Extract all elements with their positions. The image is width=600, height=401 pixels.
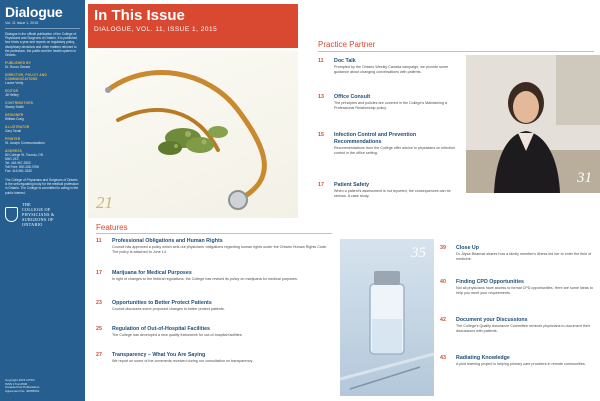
fax-line: Fax: 416-961-3330 (5, 169, 32, 174)
toc-description: The principles and policies are covered in the College's Maintaining a Professional Relationship policy. (334, 101, 448, 110)
vaccine-vial-photo (340, 239, 434, 396)
toc-description: We report on some of the comments received during our consultation on transparency. (112, 359, 254, 363)
masthead-line: Dr. Rocco Gerace (5, 65, 31, 70)
toc-entry[interactable] (440, 317, 600, 333)
cpso-description: The College of Physicians and Surgeons of Ontario is the self-regulating body for the medical profession in Ontario. The College is committed to acting in the public interest. (5, 178, 79, 195)
address-line: 80 College St. Toronto, ON (5, 153, 44, 158)
masthead-group-editor (5, 89, 80, 97)
phone-line: Toll Free: 800-268-7096 (5, 165, 39, 170)
masthead-heading: ILLUSTRATOR (5, 125, 30, 130)
toc-description: Council discusses some proposed changes to better protect patients. (112, 307, 225, 311)
toc-page-number: 42 (440, 317, 446, 323)
masthead-line: Louise Verity (5, 81, 24, 86)
masthead-line: St. Joseph Communications (5, 141, 45, 146)
toc-entry[interactable] (440, 355, 600, 367)
toc-entry[interactable] (440, 279, 600, 295)
page-number-label: 31 (577, 170, 592, 186)
toc-page-number: 39 (440, 245, 446, 251)
cpso-wordmark (22, 202, 55, 227)
masthead-line: Gary Taxali (5, 129, 21, 134)
masthead-heading: ADDRESS (5, 149, 22, 154)
issue-line: Vol. 11 Issue 1, 2015 (5, 21, 39, 25)
toc-entry[interactable] (96, 238, 332, 254)
cpso-wordmark-line: PHYSICIANS & (22, 211, 55, 217)
toc-description: The College has developed a new quality framework for out-of-hospital facilities. (112, 333, 243, 337)
phone-line: Tel: 416-967-2600 (5, 161, 31, 166)
vial-illustration (340, 239, 434, 396)
toc-description: In light of changes to the federal regulations, the College has revised its policy on marijuana for medical purposes. (112, 277, 298, 281)
toc-description: When a patient's assessment is not reported, the consequences can be serious. A case study. (334, 189, 451, 198)
toc-title: Regulation of Out-of-Hospital Facilities (112, 326, 210, 332)
in-this-issue-banner (88, 4, 298, 48)
cpso-wordmark-line: COLLEGE OF (22, 206, 51, 212)
publication-info (5, 379, 80, 394)
publication-line: Canada Post Publications (5, 385, 40, 390)
masthead-line: William Craig (5, 117, 24, 122)
toc-entry[interactable] (96, 352, 332, 364)
masthead-group-publisher (5, 61, 80, 69)
toc-title: Marijuana for Medical Purposes (112, 270, 192, 276)
toc-title: Professional Obligations and Human Rights (112, 238, 223, 244)
page-number-label: 21 (96, 193, 113, 212)
toc-title: Document your Discussions (456, 317, 528, 323)
practice-partner-list (318, 58, 458, 238)
cpso-wordmark-line: SURGEONS OF (22, 216, 54, 222)
masthead-heading: PUBLISHED BY (5, 61, 32, 66)
masthead-line: Jill Hefley (5, 93, 19, 98)
toc-description: Not all physicians have access to formal CPD opportunities. Here are some ideas to help you meet your requirements. (456, 286, 593, 295)
toc-title: Doc Talk (334, 58, 356, 64)
toc-title: Office Consult (334, 94, 371, 100)
toc-entry[interactable] (318, 58, 458, 74)
toc-entry[interactable] (318, 182, 458, 198)
toc-page-number: 13 (318, 94, 324, 100)
toc-description: The College's Quality Assurance Committee reminds physicians to document their discussions with patients. (456, 324, 590, 333)
toc-page-number: 27 (96, 352, 102, 358)
toc-page-number: 43 (440, 355, 446, 361)
publication-line: Agreement No. 40065591 (5, 389, 40, 394)
toc-page-number: 11 (96, 238, 102, 244)
features-heading: Features (96, 223, 128, 232)
toc-page-number: 17 (96, 270, 102, 276)
masthead-group-printer (5, 137, 80, 145)
masthead-group-illustrator (5, 125, 80, 133)
toc-title: Patient Safety (334, 182, 370, 188)
cannabis-stethoscope-photo (88, 50, 298, 218)
right-column-list (440, 245, 600, 400)
dialogue-logo: Dialogue (5, 4, 63, 20)
masthead-heading: EDITOR (5, 89, 19, 94)
masthead-heading: PRINTER (5, 137, 21, 142)
issue-subtitle: DIALOGUE, VOL. 11, ISSUE 1, 2015 (94, 26, 218, 33)
cpso-logo (5, 202, 80, 227)
masthead-sidebar (0, 0, 85, 401)
toc-title: Opportunities to Better Protect Patients (112, 300, 212, 306)
masthead-group-designer (5, 113, 80, 121)
toc-entry[interactable] (96, 300, 332, 312)
toc-description: Prompted by the Ontario Weekly Canada campaign, we provide some guidance about changing conversations with patients. (334, 65, 449, 74)
publication-line: ISSN 1712-2546 (5, 381, 28, 386)
toc-entry[interactable] (318, 94, 458, 110)
toc-page-number: 11 (318, 58, 324, 64)
toc-title: Infection Control and Prevention Recommendations (334, 132, 417, 145)
page-number-label: 35 (411, 245, 426, 261)
features-list (96, 238, 332, 398)
toc-title: Finding CPD Opportunities (456, 279, 524, 285)
toc-page-number: 25 (96, 326, 102, 332)
page-title: In This Issue (94, 7, 185, 24)
toc-page-number: 15 (318, 132, 324, 138)
toc-title: Radiating Knowledge (456, 355, 510, 361)
toc-page-number: 40 (440, 279, 446, 285)
doctor-portrait-photo (466, 55, 600, 193)
cpso-wordmark-line: THE (22, 201, 32, 207)
publication-line: Copyright 2015 CPSO (5, 377, 35, 382)
toc-page-number: 17 (318, 182, 324, 188)
toc-description: A pilot learning project is helping primary care providers in remote communities. (456, 362, 586, 366)
toc-entry[interactable] (96, 270, 332, 282)
toc-entry[interactable] (440, 245, 600, 261)
toc-title: Close Up (456, 245, 479, 251)
masthead-group-address (5, 149, 80, 173)
toc-description: Recommendations from the College offer advice to physicians on infection control in the office setting. (334, 146, 456, 155)
section-divider (96, 233, 332, 234)
toc-description: Council has approved a policy which sets out physicians' obligations regarding human rights under the Ontario Human Rights Code. The policy is attached to June 14. (112, 245, 328, 254)
cpso-wordmark-line: ONTARIO (22, 221, 43, 227)
masthead-heading: CONTRIBUTORS (5, 101, 34, 106)
sidebar-divider (5, 28, 80, 29)
toc-entry[interactable] (96, 326, 332, 338)
masthead-line: Stacey Smith (5, 105, 24, 110)
masthead-group-director (5, 73, 80, 85)
sidebar-intro: Dialogue is the official publication of the College of Physicians and Surgeons of Ontario. It is published four times a year and reports on regulatory policy, disciplinary decisions and other matters relevant to the profession, the public and the health system in Ontario. (5, 32, 78, 58)
masthead-group-contributors (5, 101, 80, 109)
section-divider (318, 51, 594, 52)
practice-partner-heading: Practice Partner (318, 40, 376, 49)
toc-description: Dr. Alysa Bharmal shares how a family member's illness led her to enter the field of medicine. (456, 252, 592, 261)
crest-icon (5, 207, 18, 222)
toc-entry[interactable] (318, 132, 458, 155)
address-line: M5G 2E2 (5, 157, 19, 162)
masthead-heading: DIRECTOR, POLICY AND COMMUNICATIONS (5, 73, 47, 82)
toc-page-number: 23 (96, 300, 102, 306)
stethoscope-illustration (88, 50, 298, 218)
masthead-heading: DESIGNER (5, 113, 24, 118)
toc-title: Transparency – What You Are Saying (112, 352, 206, 358)
